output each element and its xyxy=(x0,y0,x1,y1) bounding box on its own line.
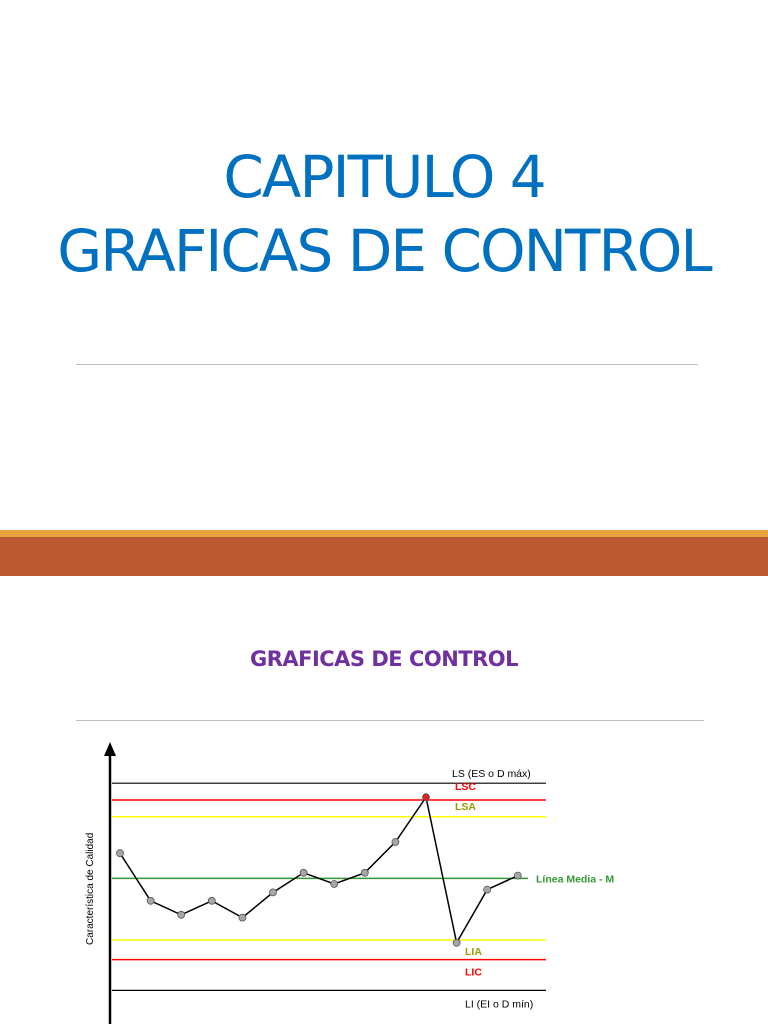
data-point xyxy=(453,939,460,946)
data-point xyxy=(117,850,124,857)
reference-label-lsc: LSC xyxy=(455,781,476,793)
data-point xyxy=(361,869,368,876)
y-axis-label: Característica de Calidad xyxy=(85,832,96,945)
reference-label-ls: LS (ES o D máx) xyxy=(452,768,531,781)
title-divider-rule xyxy=(76,364,698,365)
reference-label-lic: LIC xyxy=(465,966,482,979)
data-point xyxy=(484,886,491,893)
data-point xyxy=(147,897,154,904)
slide-title-line-1: CAPITULO 4 xyxy=(223,143,545,211)
reference-lines xyxy=(112,768,614,1010)
slide-title xyxy=(0,140,768,288)
section-heading: GRAFICAS DE CONTROL xyxy=(249,647,519,671)
slide-band-accent xyxy=(0,530,768,537)
data-point xyxy=(239,914,246,921)
series-line xyxy=(120,797,518,943)
slide-band xyxy=(0,537,768,576)
data-series xyxy=(120,797,518,943)
data-point xyxy=(270,889,277,896)
data-point xyxy=(208,897,215,904)
control-chart xyxy=(0,730,768,1024)
slide-title-line-2: GRAFICAS DE CONTROL xyxy=(57,217,711,285)
data-point xyxy=(331,881,338,888)
reference-label-lsa: LSA xyxy=(455,800,476,813)
data-point xyxy=(300,869,307,876)
data-point xyxy=(514,872,521,879)
reference-label-lia: LIA xyxy=(465,946,482,958)
heading-divider-rule xyxy=(76,720,704,721)
control-chart-svg xyxy=(0,730,768,1024)
data-point xyxy=(392,839,399,846)
y-axis-arrow-icon xyxy=(104,742,116,756)
reference-label-li: LI (EI o D mín) xyxy=(465,998,534,1011)
reference-label-m: Línea Media - M xyxy=(536,873,615,886)
data-point xyxy=(178,911,185,918)
data-point-out-of-control xyxy=(423,794,430,801)
